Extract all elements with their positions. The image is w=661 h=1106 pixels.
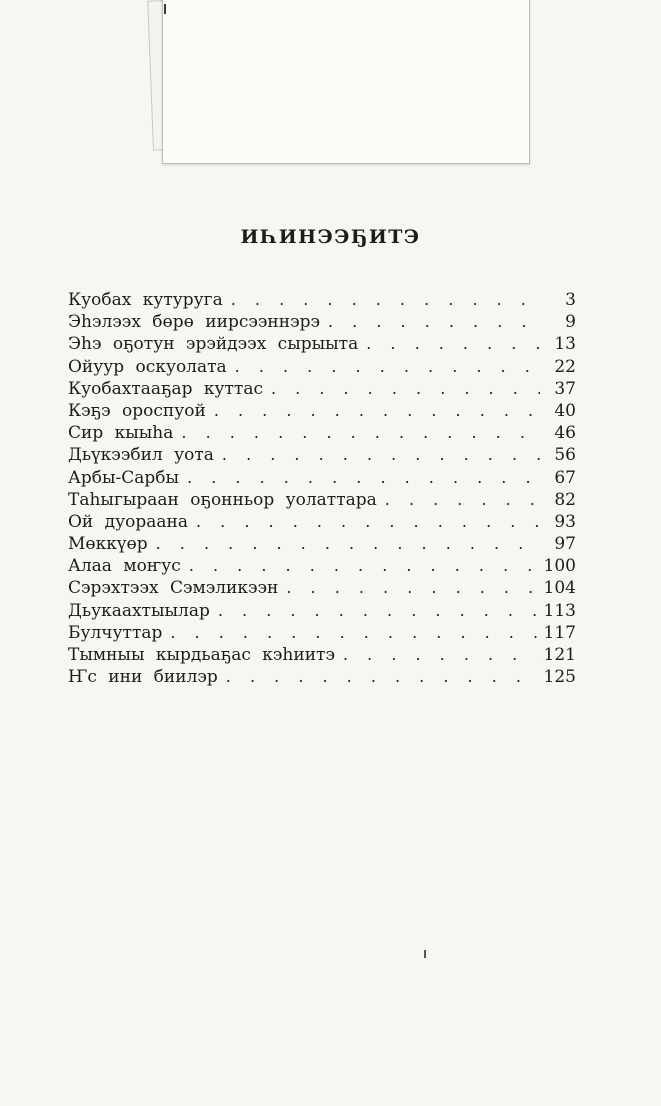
toc-entry-title: Арбы-Сарбы — [68, 467, 180, 488]
toc-entry — [68, 378, 576, 400]
pencil-mark — [164, 4, 166, 14]
toc-page-number: 56 — [554, 445, 576, 466]
toc-entry-title: Куобахтааҕар куттас — [68, 378, 263, 399]
toc-page-number: 37 — [554, 378, 576, 399]
toc-entry-title: Куобах кутуруга — [68, 290, 223, 310]
dot-leader — [196, 511, 540, 533]
dot-leader — [231, 289, 540, 311]
toc-title: ИҺИНЭЭҔИТЭ — [240, 226, 421, 248]
toc-page-number: 104 — [543, 578, 576, 599]
toc-entry — [68, 644, 576, 666]
toc-entry-title: Сир кыыһа — [68, 423, 174, 444]
toc-entry — [68, 577, 576, 599]
toc-entry — [68, 444, 576, 466]
toc-entry — [68, 289, 576, 311]
toc-page-number: 125 — [543, 667, 576, 688]
dot-leader — [385, 489, 540, 511]
toc-page-number: 82 — [554, 489, 576, 510]
toc-page-number: 40 — [554, 400, 576, 421]
toc-list — [68, 289, 576, 688]
toc-entry-title: Ойуур оскуолата — [68, 356, 227, 377]
toc-page-number: 121 — [543, 645, 576, 665]
dot-leader — [222, 444, 540, 466]
toc-entry — [68, 511, 576, 533]
toc-page-number: 97 — [554, 534, 576, 555]
dot-leader — [181, 422, 540, 444]
toc-entry — [68, 400, 576, 422]
dot-leader — [271, 378, 540, 400]
paper-slip-front — [162, 0, 530, 164]
toc-entry — [68, 489, 576, 511]
toc-entry — [68, 666, 576, 688]
toc-entry — [68, 555, 576, 577]
toc-page-number: 9 — [565, 312, 576, 333]
toc-page-number: 67 — [554, 467, 576, 488]
toc-entry — [68, 622, 576, 644]
toc-page-number: 13 — [554, 334, 576, 355]
toc-page-number: 93 — [554, 511, 576, 532]
toc-entry-title: Кэҕэ ороспуой — [68, 400, 206, 421]
toc-page-number: 100 — [543, 556, 576, 577]
toc-entry-title: Таһыгыраан оҕонньор уолаттара — [68, 489, 377, 510]
dot-leader — [286, 577, 537, 599]
toc-entry — [68, 356, 576, 378]
toc-page-number: 22 — [554, 356, 576, 377]
toc-entry — [68, 333, 576, 355]
toc-entry — [68, 311, 576, 333]
toc-entry-title: Эһэ оҕотун эрэйдээх сырыыта — [68, 334, 359, 355]
dot-leader — [214, 400, 540, 422]
dot-leader — [218, 600, 538, 622]
toc-page-number: 3 — [565, 290, 576, 310]
toc-page-number: 117 — [543, 622, 576, 643]
dot-leader — [366, 333, 540, 355]
toc-entry-title: Алаа моҥус — [68, 556, 181, 577]
toc-page-number: 46 — [554, 423, 576, 444]
toc-entry-title: Сэрэхтээх Сэмэликээн — [68, 578, 279, 599]
dot-leader — [343, 644, 538, 666]
dot-leader — [226, 666, 538, 688]
toc-entry-title: Дьүкээбил уота — [68, 445, 214, 466]
toc-entry-title: Дьукаахтыылар — [68, 600, 210, 621]
dot-leader — [156, 533, 540, 555]
toc-entry — [68, 467, 576, 489]
toc-entry — [68, 600, 576, 622]
toc-entry-title: Ой дуораана — [68, 511, 188, 532]
dot-leader — [189, 555, 538, 577]
toc-entry-title: Эһэлээх бөрө иирсээннэрэ — [68, 312, 320, 333]
dot-leader — [235, 356, 540, 378]
toc-entry-title: Тымныы кырдьаҕас кэһиитэ — [68, 645, 335, 665]
dot-leader — [170, 622, 537, 644]
dot-leader — [187, 467, 540, 489]
toc-entry — [68, 533, 576, 555]
toc-entry-title: Мөккүөр — [68, 534, 148, 555]
ink-mark — [424, 950, 426, 958]
toc-entry — [68, 422, 576, 444]
toc-entry-title: Булчуттар — [68, 622, 163, 643]
toc-entry-title: Ҥс ини биилэр — [68, 667, 218, 688]
dot-leader — [328, 311, 540, 333]
toc-page-number: 113 — [543, 600, 576, 621]
